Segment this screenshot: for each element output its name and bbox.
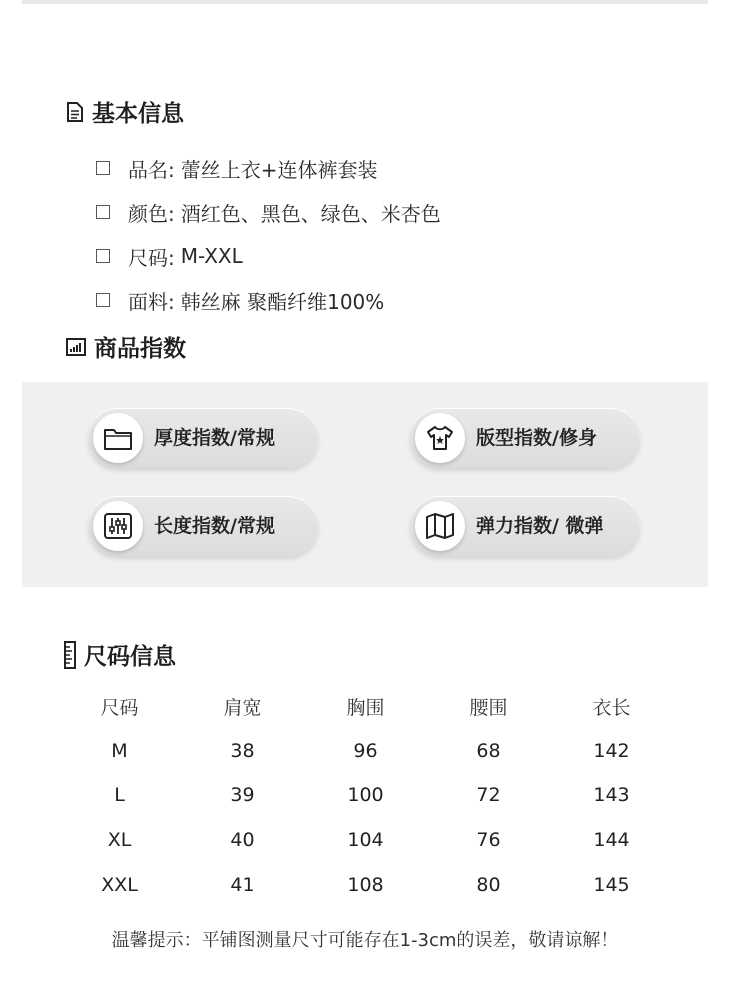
map-icon: [415, 501, 465, 551]
table-cell: 41: [230, 873, 255, 896]
table-cell: 68: [476, 739, 501, 762]
table-cell: XXL: [101, 873, 138, 896]
table-cell: 108: [347, 873, 384, 896]
table-row: [58, 729, 673, 774]
size-info-title-text: 尺码信息: [84, 644, 176, 670]
info-value: 酒红色、黑色、绿色、米杏色: [180, 201, 441, 226]
index-pill-text: 版型指数/修身: [476, 427, 597, 449]
basic-info-title: [66, 95, 184, 128]
info-label: 品名:: [128, 157, 175, 182]
table-cell: 38: [230, 739, 255, 762]
table-cell: 80: [476, 873, 501, 896]
document-icon: [66, 102, 84, 122]
basic-info-title-text: 基本信息: [92, 101, 184, 127]
table-cell: 144: [593, 829, 630, 852]
info-item-color: [96, 190, 441, 234]
table-cell: 76: [476, 829, 501, 852]
ruler-icon: [64, 641, 76, 669]
tshirt-icon: [415, 413, 465, 463]
info-label: 尺码:: [128, 245, 175, 270]
table-cell: 96: [353, 739, 378, 762]
checkbox-icon: [96, 161, 110, 175]
column-header: 尺码: [100, 696, 139, 719]
checkbox-icon: [96, 249, 110, 263]
table-cell: XL: [107, 829, 132, 852]
table-cell: L: [114, 784, 125, 807]
folder-icon: [93, 413, 143, 463]
table-row: [58, 862, 673, 907]
basic-info-list: [96, 146, 441, 322]
index-pill-text: 弹力指数/ 微弹: [476, 515, 604, 537]
checkbox-icon: [96, 293, 110, 307]
table-cell: 39: [230, 784, 255, 807]
table-row: [58, 773, 673, 818]
index-pill-length: [88, 496, 318, 556]
table-cell: 40: [230, 829, 255, 852]
size-info-title: [64, 638, 176, 671]
product-index-title-text: 商品指数: [94, 336, 186, 362]
index-pill-text: 厚度指数/常规: [154, 427, 275, 449]
index-pill-elasticity: [410, 496, 640, 556]
table-cell: 72: [476, 784, 501, 807]
table-cell: 104: [347, 829, 384, 852]
size-table: [58, 684, 673, 907]
info-item-fabric: [96, 278, 441, 322]
bar-chart-icon: [66, 338, 86, 356]
info-value: 蕾丝上衣+连体裤套装: [180, 157, 378, 182]
measurement-note: 温馨提示：平铺图测量尺寸可能存在1-3cm的误差，敬请谅解！: [111, 930, 619, 951]
table-cell: 100: [347, 784, 384, 807]
info-item-name: [96, 146, 441, 190]
column-header: 胸围: [346, 696, 385, 719]
table-cell: 143: [593, 784, 630, 807]
table-cell: M: [111, 739, 128, 762]
column-header: 衣长: [592, 696, 631, 719]
index-pill-fit: [410, 408, 640, 468]
index-pill-thickness: [88, 408, 318, 468]
top-divider: [22, 0, 708, 4]
table-cell: 145: [593, 873, 630, 896]
product-index-title: [66, 330, 186, 363]
checkbox-icon: [96, 205, 110, 219]
size-table-header: [58, 684, 673, 729]
table-row: [58, 818, 673, 863]
sliders-icon: [93, 501, 143, 551]
info-value: 韩丝麻 聚酯纤维100%: [180, 289, 385, 314]
info-label: 颜色:: [128, 201, 175, 226]
column-header: 肩宽: [223, 696, 262, 719]
index-pill-text: 长度指数/常规: [154, 515, 275, 537]
index-panel: [22, 382, 708, 587]
info-item-size: [96, 234, 441, 278]
info-label: 面料:: [128, 289, 175, 314]
table-cell: 142: [593, 739, 630, 762]
column-header: 腰围: [469, 696, 508, 719]
info-value: M-XXL: [180, 244, 243, 268]
